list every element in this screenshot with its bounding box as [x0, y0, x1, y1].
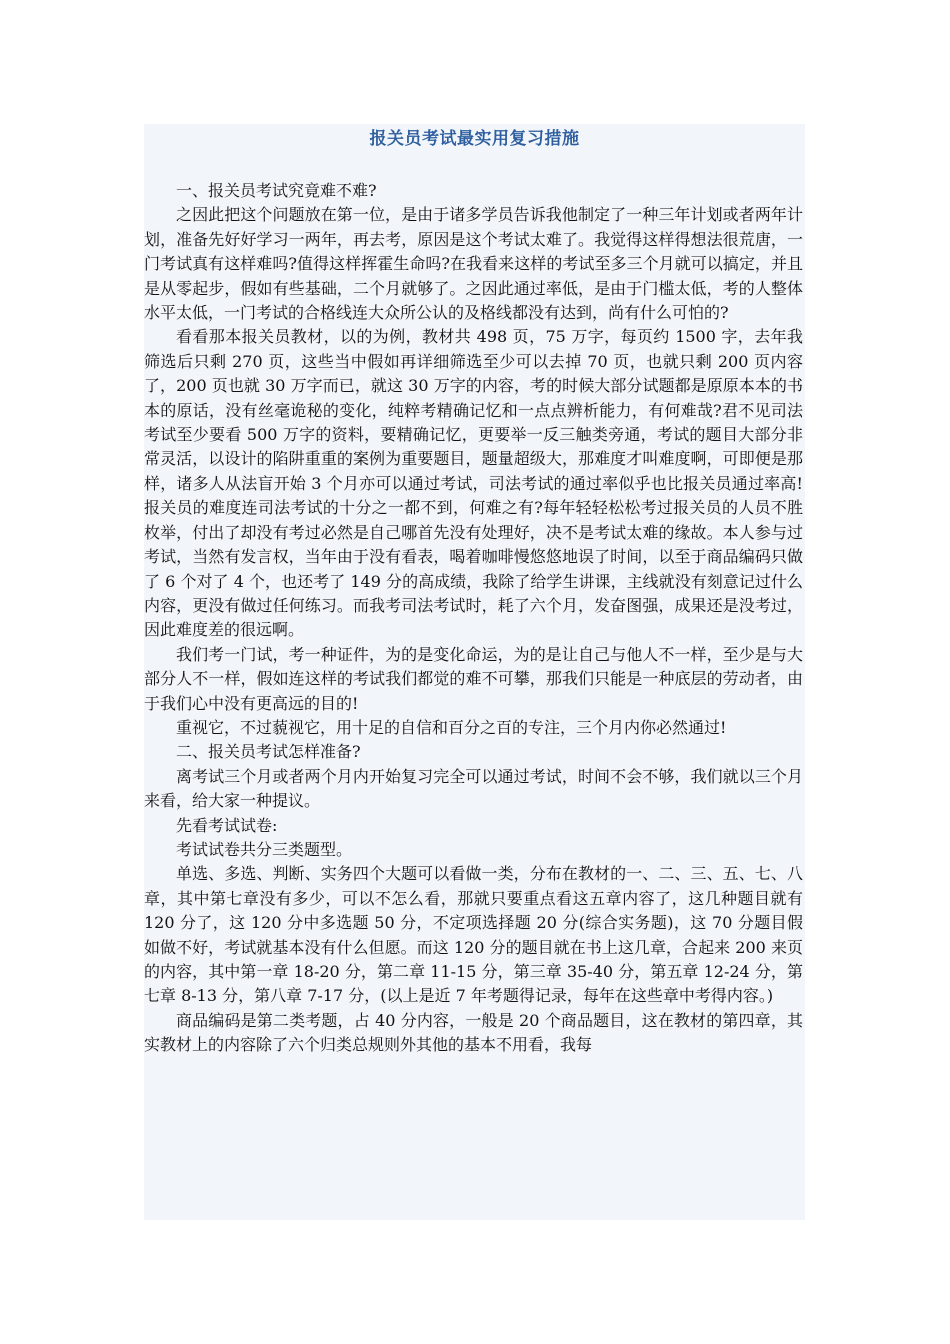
- paragraph-q2-heading: 二、报关员考试怎样准备?: [176, 742, 361, 762]
- paragraph-question-types: 考试试卷共分三类题型。: [176, 839, 353, 859]
- article-body: [144, 179, 805, 1058]
- paragraph-confidence: 重视它，不过藐视它，用十足的自信和百分之百的专注，三个月内你必然通过!: [176, 717, 727, 737]
- article-panel: [144, 124, 805, 1220]
- paragraph-commodity-code: 商品编码是第二类考题，占 40 分内容，一般是 20 个商品题目，这在教材的第四章，其实教材上的内容除了六个归类总规则外其他的基本不用看，我每: [144, 1010, 803, 1055]
- article-title: 报关员考试最实用复习措施: [369, 129, 580, 149]
- paragraph-first-category: 单选、多选、判断、实务四个大题可以看做一类，分布在教材的一、二、三、五、七、八章，其中第七章没有多少，可以不怎么看，那就只要重点看这五章内容了，这几种题目就有 120 分了，这 120 分中多选题 50 分，不定项选择题 20 分(综合实务题)，这 70 分题目假如做不好，考试就基本没有什么但愿。而这 120 分的题目就在书上这几章，合起来 200 来页的内容，其中第一章 18-20 分，第二章 11-15 分，第三章 35-40 分，第五章 12-24 分，第七章 8-13 分，第八章 7-17 分，(以上是近 7 年考题得记录，每年在这些章中考得内容。): [144, 864, 803, 1006]
- paragraph-three-months: 离考试三个月或者两个月内开始复习完全可以通过考试，时间不会不够，我们就以三个月来看，给大家一种提议。: [144, 766, 803, 811]
- paragraph-textbook-analysis: 看看那本报关员教材，以的为例，教材共 498 页，75 万字，每页约 1500 字，去年我筛选后只剩 270 页，这些当中假如再详细筛选至少可以去掉 70 页，也就只剩 200 页内容了，200 页也就 30 万字而已，就这 30 万字的内容，考的时候大部分试题都是原原本本的书本的原话，没有丝毫诡秘的变化，纯粹考精确记忆和一点点辨析能力，有何难哉?君不见司法考试至少要看 500 万字的资料，要精确记忆，更要举一反三触类旁通，考试的题目大部分非常灵活，以设计的陷阱重重的案例为重要题目，题量超级大，那难度才叫难度啊，可即便是那样，诸多人从法盲开始 3 个月亦可以通过考试，司法考试的通过率似乎也比报关员通过率高!报关员的难度连司法考试的十分之一都不到，何难之有?每年轻轻松松考过报关员的人员不胜枚举，付出了却没有考过必然是自己哪首先没有处理好，决不是考试太难的缘故。本人参与过考试，当然有发言权，当年由于没有看表，喝着咖啡慢悠悠地误了时间，以至于商品编码只做了 6 个对了 4 个，也还考了 149 分的高成绩，我除了给学生讲课，主线就没有刻意记过什么内容，更没有做过任何练习。而我考司法考试时，耗了六个月，发奋图强，成果还是没考过，因此难度差的很远啊。: [144, 327, 803, 640]
- paragraph-q1-heading: 一、报关员考试究竟难不难?: [176, 181, 377, 200]
- paragraph-change-fate: 我们考一门试，考一种证件，为的是变化命运，为的是让自己与他人不一样，至少是与大部分人不一样，假如连这样的考试我们都觉的难不可攀，那我们只能是一种底层的劳动者，由于我们心中没有更高远的目的!: [144, 644, 803, 713]
- paragraph-exam-paper: 先看考试试卷:: [176, 815, 278, 835]
- paragraph-q1-intro: 之因此把这个问题放在第一位，是由于诸多学员告诉我他制定了一种三年计划或者两年计划，准备先好好学习一两年，再去考，原因是这个考试太难了。我觉得这样得想法很荒唐，一门考试真有这样难吗?值得这样挥霍生命吗?在我看来这样的考试至多三个月就可以搞定，并且是从零起步，假如有些基础，二个月就够了。之因此通过率低，是由于门槛太低，考的人整体水平太低，一门考试的合格线连大众所公认的及格线都没有达到，尚有什么可怕的?: [144, 205, 803, 323]
